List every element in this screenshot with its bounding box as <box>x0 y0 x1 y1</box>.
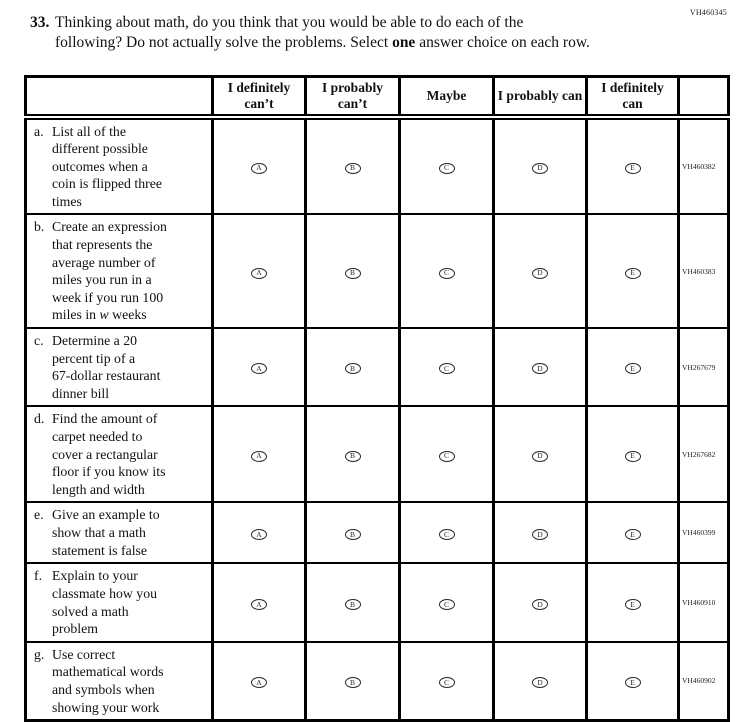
answer-bubble-b[interactable]: B <box>345 599 361 610</box>
row-stem-cell <box>26 406 213 502</box>
answer-bubble-a[interactable]: A <box>251 163 267 174</box>
answer-cell <box>587 502 679 563</box>
answer-bubble-e[interactable]: E <box>625 451 641 462</box>
question-text-line2-end: answer choice on each row. <box>415 33 590 51</box>
answer-cell <box>213 642 306 721</box>
row-code: VH267682 <box>679 406 729 502</box>
table-row <box>26 502 729 563</box>
header-row <box>26 77 729 117</box>
answer-cell <box>494 117 587 215</box>
row-stem: List all of the different possible outcomes when a coin is flipped three times <box>52 123 162 209</box>
answer-cell <box>587 117 679 215</box>
answer-bubble-b[interactable]: B <box>345 163 361 174</box>
row-letter: c. <box>34 333 44 349</box>
row-stem-cell <box>26 642 213 721</box>
question-text-bold-word: one <box>392 33 416 51</box>
answer-bubble-b[interactable]: B <box>345 529 361 540</box>
table-row <box>26 214 729 328</box>
answer-cell <box>306 214 400 328</box>
row-letter: d. <box>34 411 45 427</box>
row-stem: Use correct mathematical words and symbols when showing your work <box>52 646 164 715</box>
answer-bubble-d[interactable]: D <box>532 677 548 688</box>
answer-bubble-b[interactable]: B <box>345 677 361 688</box>
table-row <box>26 117 729 215</box>
answer-bubble-c[interactable]: C <box>439 677 455 688</box>
answer-cell <box>213 406 306 502</box>
table-row <box>26 642 729 721</box>
question-number: 33. <box>30 14 50 31</box>
answer-bubble-d[interactable]: D <box>532 363 548 374</box>
answer-cell <box>400 406 494 502</box>
row-code: VH460382 <box>679 117 729 215</box>
table-row <box>26 328 729 406</box>
answer-cell <box>587 406 679 502</box>
column-header-definitely-cant: I definitely can’t <box>213 77 306 117</box>
answer-bubble-a[interactable]: A <box>251 677 267 688</box>
answer-bubble-b[interactable]: B <box>345 451 361 462</box>
answer-cell <box>400 502 494 563</box>
answer-cell <box>213 563 306 641</box>
row-stem: Explain to your classmate how you solved a math problem <box>52 568 157 637</box>
answer-bubble-d[interactable]: D <box>532 163 548 174</box>
answer-cell <box>494 328 587 406</box>
row-code: VH267679 <box>679 328 729 406</box>
survey-table <box>24 75 730 722</box>
column-header-maybe: Maybe <box>400 77 494 117</box>
answer-bubble-c[interactable]: C <box>439 529 455 540</box>
row-stem: Determine a 20 percent tip of a 67-dollar restaurant dinner bill <box>52 333 161 401</box>
header-empty-stem <box>26 77 213 117</box>
answer-bubble-e[interactable]: E <box>625 599 641 610</box>
answer-cell <box>494 563 587 641</box>
answer-cell <box>587 642 679 721</box>
answer-cell <box>306 328 400 406</box>
answer-cell <box>213 328 306 406</box>
answer-bubble-a[interactable]: A <box>251 599 267 610</box>
table-row <box>26 406 729 502</box>
answer-cell <box>213 214 306 328</box>
row-letter: f. <box>34 568 43 584</box>
header-empty-code <box>679 77 729 117</box>
answer-cell <box>587 328 679 406</box>
question <box>30 13 650 52</box>
answer-cell <box>494 214 587 328</box>
answer-bubble-c[interactable]: C <box>439 451 455 462</box>
form-code: VH460345 <box>689 8 727 17</box>
answer-cell <box>306 117 400 215</box>
column-header-probably-cant: I probably can’t <box>306 77 400 117</box>
answer-cell <box>400 563 494 641</box>
answer-bubble-d[interactable]: D <box>532 599 548 610</box>
answer-bubble-a[interactable]: A <box>251 363 267 374</box>
row-letter: e. <box>34 507 44 523</box>
answer-bubble-d[interactable]: D <box>532 529 548 540</box>
answer-bubble-b[interactable]: B <box>345 363 361 374</box>
answer-bubble-c[interactable]: C <box>439 599 455 610</box>
answer-cell <box>306 642 400 721</box>
row-code: VH460910 <box>679 563 729 641</box>
row-code: VH460383 <box>679 214 729 328</box>
answer-bubble-d[interactable]: D <box>532 451 548 462</box>
answer-bubble-e[interactable]: E <box>625 363 641 374</box>
answer-cell <box>213 117 306 215</box>
answer-cell <box>587 214 679 328</box>
answer-bubble-c[interactable]: C <box>439 363 455 374</box>
answer-bubble-a[interactable]: A <box>251 529 267 540</box>
answer-cell <box>306 502 400 563</box>
answer-bubble-e[interactable]: E <box>625 268 641 279</box>
answer-bubble-a[interactable]: A <box>251 451 267 462</box>
row-stem-cell <box>26 502 213 563</box>
row-stem: Give an example to show that a math statement is false <box>52 507 160 558</box>
column-header-definitely-can: I definitely can <box>587 77 679 117</box>
answer-bubble-e[interactable]: E <box>625 677 641 688</box>
row-stem: Create an expression that represents the average number of miles you run in a week if you run 100 miles in w weeks <box>52 219 167 323</box>
row-stem-cell <box>26 117 213 215</box>
row-stem-cell <box>26 328 213 406</box>
answer-bubble-d[interactable]: D <box>532 268 548 279</box>
table-body <box>26 117 729 721</box>
answer-cell <box>494 502 587 563</box>
column-header-probably-can: I probably can <box>494 77 587 117</box>
table-row <box>26 563 729 641</box>
row-stem-cell <box>26 214 213 328</box>
question-text <box>55 13 590 52</box>
row-stem: Find the amount of carpet needed to cover a rectangular floor if you know its length and width <box>52 411 166 497</box>
answer-cell <box>306 563 400 641</box>
answer-bubble-c[interactable]: C <box>439 163 455 174</box>
answer-cell <box>400 117 494 215</box>
answer-cell <box>400 642 494 721</box>
answer-cell <box>306 406 400 502</box>
answer-cell <box>494 642 587 721</box>
answer-cell <box>213 502 306 563</box>
question-text-line2: following? Do not actually solve the problems. Select <box>55 33 393 51</box>
row-letter: b. <box>34 219 45 235</box>
row-code: VH460399 <box>679 502 729 563</box>
row-letter: g. <box>34 646 45 662</box>
row-stem-cell <box>26 563 213 641</box>
question-text-line1: Thinking about math, do you think that you would be able to do each of the <box>55 14 524 31</box>
answer-cell <box>400 214 494 328</box>
answer-cell <box>587 563 679 641</box>
answer-cell <box>400 328 494 406</box>
answer-cell <box>494 406 587 502</box>
row-letter: a. <box>34 123 44 139</box>
answer-bubble-b[interactable]: B <box>345 268 361 279</box>
row-code: VH460902 <box>679 642 729 721</box>
answer-bubble-c[interactable]: C <box>439 268 455 279</box>
answer-bubble-e[interactable]: E <box>625 529 641 540</box>
answer-bubble-a[interactable]: A <box>251 268 267 279</box>
answer-bubble-e[interactable]: E <box>625 163 641 174</box>
